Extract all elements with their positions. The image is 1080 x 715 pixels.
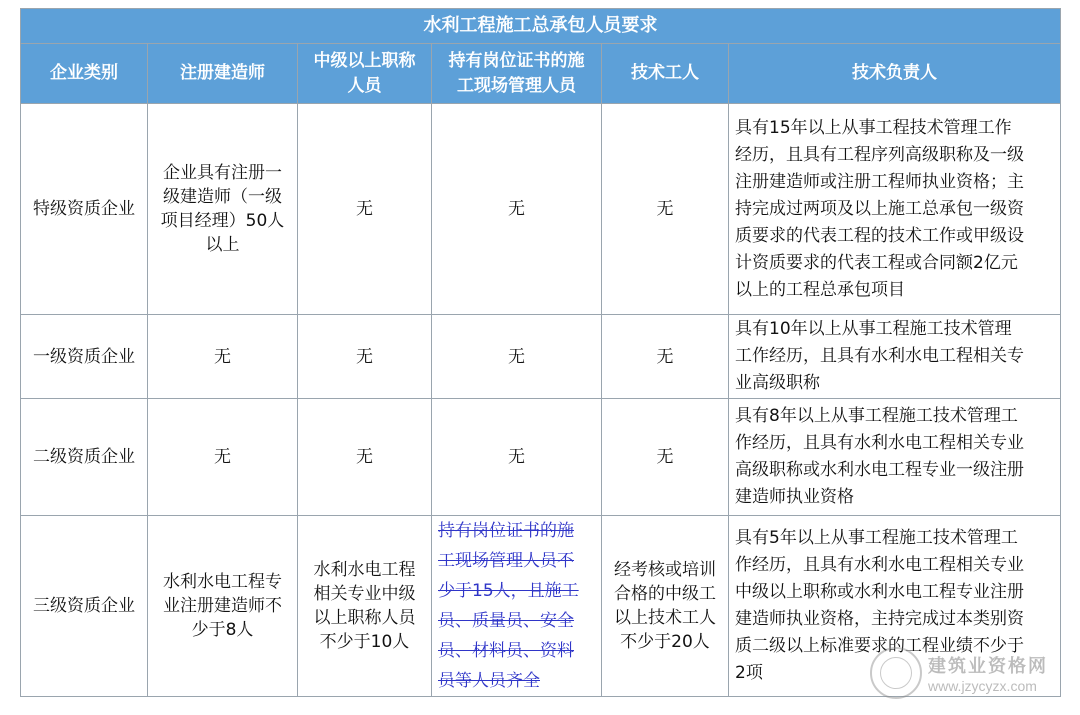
cell-site-managers	[432, 104, 602, 315]
cell-text-line: 级建造师（一级	[163, 187, 282, 207]
cell-text-line: 无	[656, 199, 674, 219]
cell-technical-workers	[602, 315, 729, 399]
cell-technical-workers	[602, 516, 729, 697]
cell-text-line: 无	[508, 199, 525, 219]
table-row	[21, 399, 1061, 516]
cell-text-line: 经历，且具有工程序列高级职称及一级	[735, 144, 1024, 165]
cell-technical-lead	[729, 399, 1061, 516]
cell-text-line: 二级资质企业	[33, 447, 135, 467]
cell-intermediate-title	[298, 104, 432, 315]
cell-registered-builder	[148, 104, 298, 315]
cell-registered-builder	[148, 399, 298, 516]
cell-registered-builder	[148, 516, 298, 697]
cell-text-line: 不少于20人	[620, 632, 710, 652]
cell-technical-lead	[729, 516, 1061, 697]
cell-text-line: 水利水电工程专	[163, 572, 282, 592]
cell-text-line: 业注册建造师不	[163, 596, 282, 616]
cell-text-line: 不少于10人	[319, 632, 410, 652]
cell-text-line: 无	[508, 346, 525, 367]
cell-technical-lead	[729, 315, 1061, 399]
header-row	[21, 44, 1061, 104]
cell-text-line: 以上职称人员	[313, 608, 416, 628]
cell-text-line: 特级资质企业	[33, 199, 135, 219]
header-site-managers	[432, 44, 602, 104]
cell-text-line: 注册建造师或注册工程师执业资格；主	[735, 171, 1024, 192]
cell-text-line: 工现场管理人员	[457, 75, 576, 96]
cell-text-line: 持有岗位证书的施	[438, 521, 574, 541]
cell-technical-lead	[729, 104, 1061, 315]
table-row	[21, 516, 1061, 697]
cell-text-line: 企业类别	[50, 63, 118, 83]
cell-text-line: 少于8人	[191, 620, 254, 640]
cell-site-managers	[432, 315, 602, 399]
watermark-url: www.jzycyzx.com	[928, 678, 1037, 694]
cell-text-line: 持有岗位证书的施	[448, 50, 585, 71]
cell-site-managers	[432, 399, 602, 516]
cell-text-line: 无	[356, 199, 373, 219]
cell-text-line: 建造师执业资格	[735, 487, 854, 507]
cell-technical-workers	[602, 399, 729, 516]
cell-text-line: 具有5年以上从事工程施工技术管理工	[735, 528, 1018, 548]
cell-text-line: 项目经理）50人	[160, 211, 285, 231]
cell-text-line: 作经历，且具有水利水电工程相关专业	[735, 555, 1024, 575]
cell-text-line: 员、材料员、资料	[438, 641, 574, 661]
cell-text-line: 工现场管理人员不	[438, 551, 574, 571]
cell-intermediate-title	[298, 315, 432, 399]
header-intermediate-title	[298, 44, 432, 104]
header-technical-lead	[729, 44, 1061, 104]
watermark-site-name: 建筑业资格网	[928, 656, 1048, 677]
cell-text-line: 建造师执业资格，主持完成过本类别资	[735, 609, 1024, 629]
cell-text-line: 计资质要求的代表工程或合同额2亿元	[735, 252, 1018, 273]
cell-text-line: 技术负责人	[852, 63, 937, 83]
cell-text-line: 一级资质企业	[33, 346, 135, 367]
cell-intermediate-title	[298, 399, 432, 516]
cell-text-line: 员等人员齐全	[438, 671, 540, 691]
cell-text-line: 无	[214, 346, 231, 367]
cell-text-line: 经考核或培训	[614, 560, 716, 580]
cell-text-line: 无	[508, 447, 525, 467]
cell-text-line: 无	[656, 346, 674, 367]
cell-text-line: 无	[356, 346, 373, 367]
cell-text-line: 无	[656, 447, 674, 467]
table-title-row	[21, 9, 1061, 44]
cell-category	[21, 399, 148, 516]
table-row	[21, 315, 1061, 399]
cell-text-line: 企业具有注册一	[163, 163, 282, 183]
cell-text-line: 人员	[347, 75, 382, 96]
cell-text-line: 以上技术工人	[614, 608, 716, 628]
cell-category	[21, 516, 148, 697]
cell-category	[21, 104, 148, 315]
cell-technical-workers	[602, 104, 729, 315]
cell-text-line: 水利水电工程	[313, 560, 416, 580]
cell-text-line: 少于15人，且施工	[438, 581, 579, 601]
cell-text-line: 具有8年以上从事工程施工技术管理工	[735, 406, 1018, 426]
cell-text-line: 以上	[205, 235, 240, 255]
cell-site-managers-struck	[432, 516, 602, 697]
cell-text-line: 无	[356, 447, 373, 467]
cell-text-line: 2项	[735, 663, 763, 683]
cell-text-line: 高级职称或水利水电工程专业一级注册	[735, 460, 1024, 480]
table-title: 水利工程施工总承包人员要求	[21, 9, 1061, 44]
cell-text-line: 技术工人	[631, 63, 699, 83]
cell-category	[21, 315, 148, 399]
cell-text-line: 业高级职称	[735, 373, 820, 393]
cell-text-line: 员、质量员、安全	[438, 611, 574, 631]
cell-text-line: 合格的中级工	[614, 584, 716, 604]
cell-text-line: 持完成过两项及以上施工总承包一级资	[735, 198, 1024, 219]
cell-intermediate-title	[298, 516, 432, 697]
cell-text-line: 中级以上职称或水利水电工程专业注册	[735, 582, 1024, 602]
cell-text-line: 工作经历，且具有水利水电工程相关专	[735, 346, 1024, 366]
cell-text-line: 中级以上职称	[313, 50, 416, 71]
cell-text-line: 具有10年以上从事工程施工技术管理	[735, 319, 1012, 339]
cell-text-line: 相关专业中级	[313, 584, 416, 604]
cell-text-line: 三级资质企业	[33, 596, 135, 616]
cell-text-line: 质要求的代表工程的技术工作或甲级设	[735, 225, 1024, 246]
header-category	[21, 44, 148, 104]
cell-text-line: 注册建造师	[180, 63, 265, 83]
header-registered-builder	[148, 44, 298, 104]
header-technical-workers	[602, 44, 729, 104]
qualification-table	[20, 8, 1061, 697]
cell-text-line: 质二级以上标准要求的工程业绩不少于	[735, 636, 1024, 656]
cell-text-line: 无	[214, 447, 231, 467]
cell-registered-builder	[148, 315, 298, 399]
cell-text-line: 作经历，且具有水利水电工程相关专业	[735, 433, 1024, 453]
cell-text-line: 具有15年以上从事工程技术管理工作	[735, 117, 1012, 138]
table-row	[21, 104, 1061, 315]
cell-text-line: 以上的工程总承包项目	[735, 279, 905, 300]
